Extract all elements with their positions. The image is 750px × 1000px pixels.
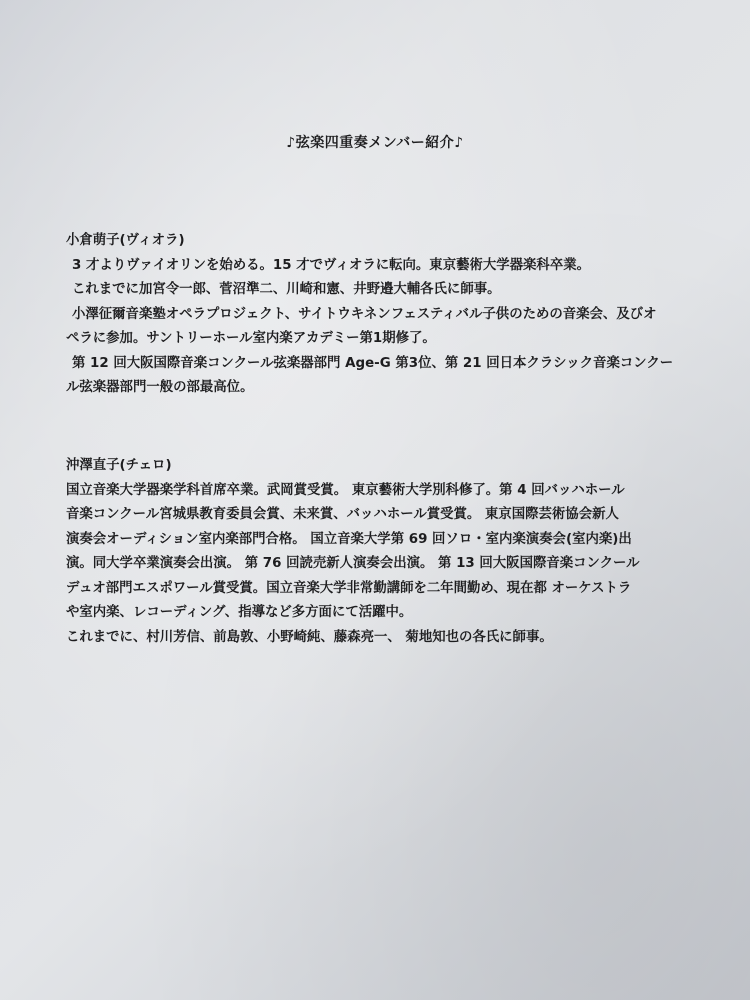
member-name: 沖澤直子(チェロ) xyxy=(66,458,172,473)
profile-line: これまでに、村川芳信、前島敦、小野崎純、藤森亮一、 菊地知也の各氏に師事。 xyxy=(66,629,553,645)
profile-line: 第 12 回大阪国際音楽コンクール弦楽器部門 Age-G 第3位、第 21 回日本クラシック音楽コンクー xyxy=(72,355,674,371)
profile-line: 国立音楽大学器楽学科首席卒業。武岡賞受賞。 東京藝術大学別科修了。第 4 回バッハホール xyxy=(66,482,625,498)
member-name: 小倉萌子(ヴィオラ) xyxy=(66,233,185,248)
profile-line: 演奏会オーディション室内楽部門合格。 国立音楽大学第 69 回ソロ・室内楽演奏会(室内楽)出 xyxy=(66,531,632,547)
profile-line: 音楽コンクール宮城県教育委員会賞、未来賞、バッハホール賞受賞。 東京国際芸術協会新人 xyxy=(66,507,619,522)
member-profile-viola xyxy=(66,229,686,401)
profile-line: デュオ部門エスポワール賞受賞。国立音楽大学非常勤講師を二年間勤め、現在都 オーケストラ xyxy=(66,580,632,596)
member-profile-cello xyxy=(66,454,686,650)
profile-line: 3 才よりヴァイオリンを始める。15 才でヴィオラに転向。東京藝術大学器楽科卒業。 xyxy=(72,257,590,273)
profile-line: ペラに参加。サントリーホール室内楽アカデミー第1期修了。 xyxy=(66,331,436,346)
profile-line: ル弦楽器部門一般の部最高位。 xyxy=(66,380,254,395)
profile-line: これまでに加宮令一郎、菅沼準二、川崎和憲、井野邉大輔各氏に師事。 xyxy=(72,282,501,297)
document-title: ♪弦楽四重奏メンバー紹介♪ xyxy=(286,135,464,151)
profile-line: や室内楽、レコーディング、指導など多方面にて活躍中。 xyxy=(66,605,413,620)
profile-line: 演。同大学卒業演奏会出演。 第 76 回読売新人演奏会出演。 第 13 回大阪国際音楽コンクール xyxy=(66,556,640,571)
profile-line: 小澤征爾音楽塾オペラプロジェクト、サイトウキネンフェスティバル子供のための音楽会、及びオ xyxy=(72,306,657,322)
